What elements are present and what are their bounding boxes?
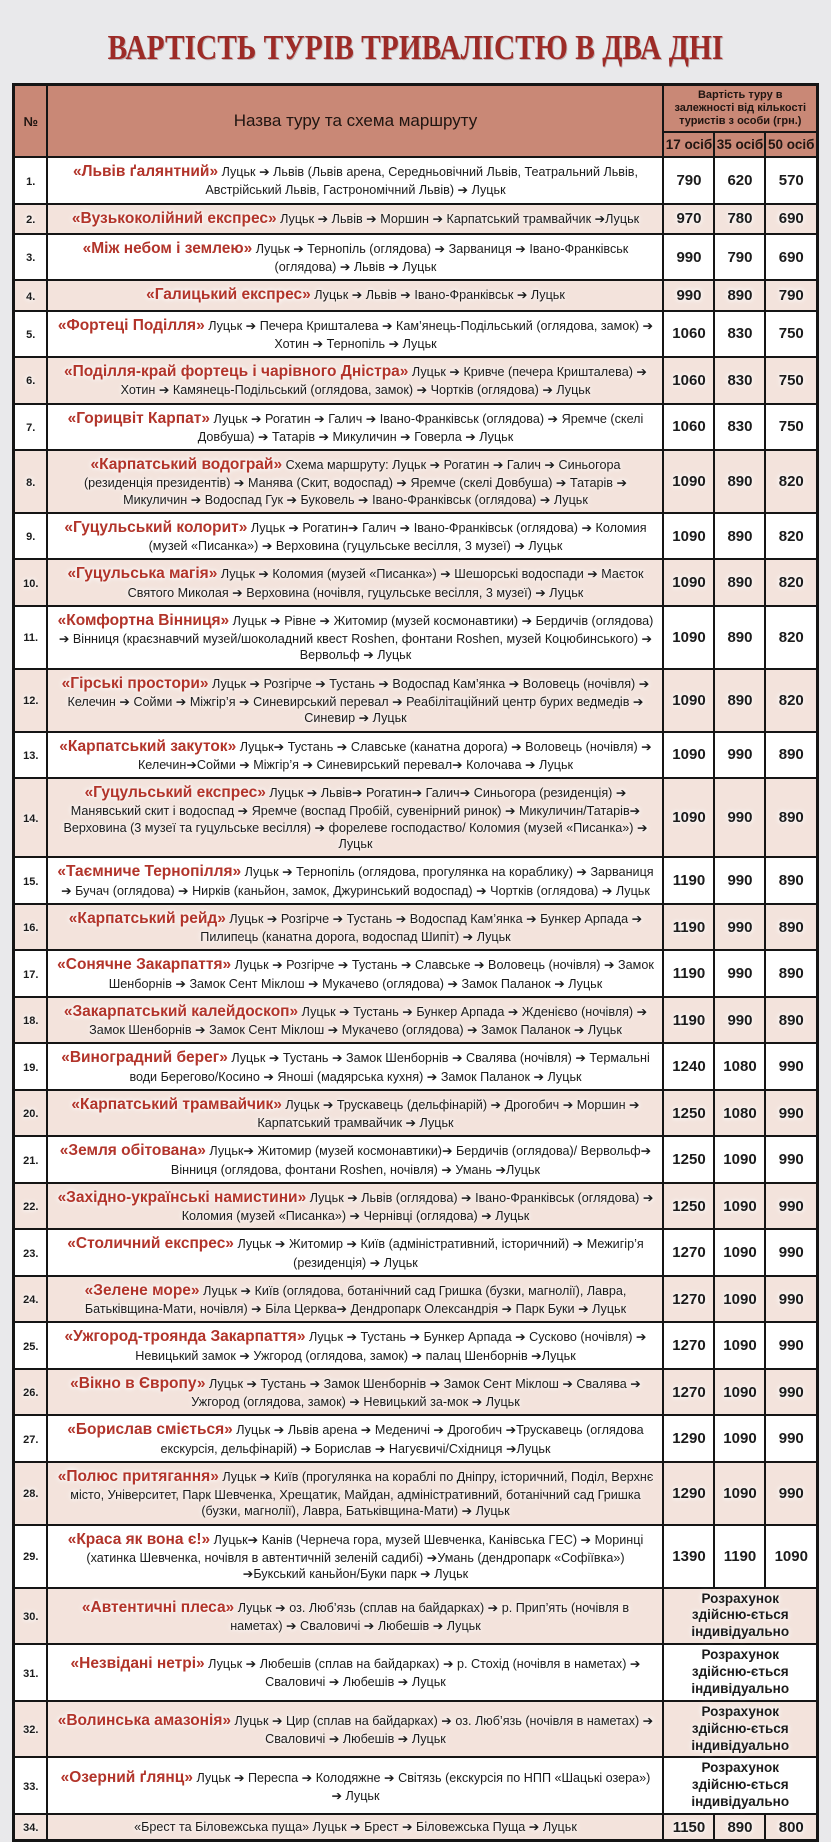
row-number: 1. xyxy=(13,157,47,204)
tour-cell xyxy=(47,1644,663,1701)
row-number: 31. xyxy=(13,1644,47,1701)
tour-cell xyxy=(47,1525,663,1588)
table-row xyxy=(13,204,817,234)
row-number: 25. xyxy=(13,1322,47,1369)
table-row xyxy=(13,1136,817,1183)
price-cell: 990 xyxy=(714,778,765,857)
price-cell: 820 xyxy=(765,606,817,669)
tour-cell xyxy=(47,1322,663,1369)
price-cell: 990 xyxy=(765,1462,817,1525)
price-cell: 1090 xyxy=(663,778,714,857)
price-cell: 1270 xyxy=(663,1229,714,1276)
tour-cell xyxy=(47,1757,663,1814)
price-cell: 750 xyxy=(765,357,817,404)
price-cell: 990 xyxy=(765,1090,817,1137)
tour-cell xyxy=(47,1701,663,1758)
price-cell: 990 xyxy=(714,732,765,779)
price-cell: 1080 xyxy=(714,1043,765,1090)
table-row xyxy=(13,1588,817,1645)
row-number: 9. xyxy=(13,513,47,560)
price-cell: 1090 xyxy=(714,1136,765,1183)
tour-cell xyxy=(47,1462,663,1525)
price-cell: 890 xyxy=(765,950,817,997)
price-cell: 890 xyxy=(765,778,817,857)
row-number: 33. xyxy=(13,1757,47,1814)
price-cell: 1190 xyxy=(663,950,714,997)
table-row xyxy=(13,1090,817,1137)
tour-cell xyxy=(47,1043,663,1090)
tour-name: «Автентичні плеса» xyxy=(81,1598,235,1616)
tour-route: Луцьк ➔ Тустань ➔ Замок Шенборнів ➔ Свалява (ночівля) ➔ Термальні води Берегово/Косино ➔ Яноші (мадярська кухня) ➔ Замок Паланок ➔ Луцьк xyxy=(129,1051,650,1084)
price-cell: 1250 xyxy=(663,1136,714,1183)
row-number: 28. xyxy=(13,1462,47,1525)
row-number: 16. xyxy=(13,904,47,951)
price-cell: 1270 xyxy=(663,1369,714,1416)
tour-route: Луцьк ➔ Львів (оглядова) ➔ Івано-Франківськ (оглядова) ➔ Коломия (музей «Писанка») ➔ Чернівці (оглядова) ➔ Луцьк xyxy=(181,1190,654,1224)
price-cell: 1090 xyxy=(714,1369,765,1416)
tour-name: «Борислав сміється» xyxy=(67,1421,233,1439)
price-cell: 890 xyxy=(714,606,765,669)
table-row xyxy=(13,280,817,310)
tour-cell xyxy=(47,157,663,204)
price-cell: 990 xyxy=(663,280,714,310)
price-cell: 890 xyxy=(714,1814,765,1841)
tour-cell xyxy=(47,1090,663,1137)
tour-route: Луцьк ➔ Рівне ➔ Житомир (музей космонавтики) ➔ Бердичів (оглядова) ➔ Вінниця (краєзнавчий музей/шоколадний квест Roshen, фонтани Roshen, музей Коцюбинського) ➔ Вервольф ➔ Луцьк xyxy=(58,613,654,663)
tour-cell xyxy=(47,404,663,451)
tour-cell xyxy=(47,1183,663,1230)
price-cell: 890 xyxy=(714,450,765,513)
tour-route: Луцьк ➔ Київ (оглядова, ботанічний сад Гришка (бузки, магнолії), Лавра, Батьківщина-Мати, ночівля) ➔ Біла Церква➔ Дендропарк Олександрія ➔ Парк Буки ➔ Луцьк xyxy=(84,1283,627,1317)
price-cell: 990 xyxy=(765,1136,817,1183)
price-cell: 990 xyxy=(765,1415,817,1462)
price-cell: 790 xyxy=(714,234,765,281)
table-row xyxy=(13,1369,817,1416)
price-cell: 1390 xyxy=(663,1525,714,1588)
price-cell: 1190 xyxy=(663,904,714,951)
row-number: 14. xyxy=(13,778,47,857)
table-row xyxy=(13,1525,817,1588)
price-cell: 890 xyxy=(765,732,817,779)
price-cell: 990 xyxy=(714,997,765,1044)
tour-route: Луцьк ➔ Тустань ➔ Бункер Арпада ➔ Жденієво (ночівля) ➔ Замок Шенборнів ➔ Замок Сент Міклош ➔ Мукачево (оглядова) ➔ Замок Паланок ➔ Луцьк xyxy=(89,1004,648,1038)
tour-name: «Вікно в Європу» xyxy=(70,1374,206,1392)
row-number: 12. xyxy=(13,669,47,732)
table-row xyxy=(13,404,817,451)
tour-name: «Фортеці Поділля» xyxy=(57,316,205,334)
tour-name: «Карпатський трамвайчик» xyxy=(71,1095,282,1113)
row-number: 18. xyxy=(13,997,47,1044)
price-cell: 990 xyxy=(714,904,765,951)
row-number: 27. xyxy=(13,1415,47,1462)
tour-route: Луцьк ➔ Переспа ➔ Колодяжне ➔ Світязь (екскурсія по НПП «Шацькі озера») ➔ Луцьк xyxy=(196,1770,651,1803)
tours-price-table xyxy=(12,83,819,1842)
row-number: 19. xyxy=(13,1043,47,1090)
price-cell: 830 xyxy=(714,404,765,451)
price-cell: 780 xyxy=(714,204,765,234)
price-cell: 790 xyxy=(765,280,817,310)
tour-name: «Гуцульська магія» xyxy=(67,565,218,583)
price-cell: 990 xyxy=(765,1043,817,1090)
table-row xyxy=(13,732,817,779)
tour-name: «Волинська амазонія» xyxy=(57,1711,231,1729)
row-number: 3. xyxy=(13,234,47,281)
tour-name: «Львів ґалянтний» xyxy=(72,163,219,181)
tour-cell xyxy=(47,1588,663,1645)
tour-route: Луцьк ➔ Кривче (печера Кришталева) ➔ Хотин ➔ Камянець-Подільський (оглядова, замок) ➔ Чортків (оглядова) ➔ Луцьк xyxy=(120,365,647,398)
table-row xyxy=(13,997,817,1044)
column-header-50-persons: 50 осіб xyxy=(765,132,817,157)
individual-pricing-note: Розрахунок здійсню-ється індивідуально xyxy=(663,1588,817,1645)
individual-pricing-note: Розрахунок здійсню-ється індивідуально xyxy=(663,1644,817,1701)
tour-name: «Столичний експрес» xyxy=(67,1235,234,1253)
row-number: 10. xyxy=(13,559,47,606)
price-cell: 890 xyxy=(714,669,765,732)
price-cell: 1090 xyxy=(663,606,714,669)
row-number: 6. xyxy=(13,357,47,404)
price-cell: 890 xyxy=(765,997,817,1044)
tour-name: «Поділля-край фортець і чарівного Дністра» xyxy=(63,363,409,381)
tour-route: Луцьк ➔ Любешів (сплав на байдарках) ➔ р. Стохід (ночівля в наметах) ➔ Сваловичі ➔ Любешів ➔ Луцьк xyxy=(208,1657,641,1690)
price-cell: 990 xyxy=(765,1229,817,1276)
tour-name: «Земля обітована» xyxy=(59,1142,206,1160)
price-cell: 890 xyxy=(765,857,817,904)
tour-route: Луцьк ➔ Львів ➔ Моршин ➔ Карпатський трамвайчик ➔Луцьк xyxy=(280,211,640,226)
table-row xyxy=(13,357,817,404)
tour-cell xyxy=(47,357,663,404)
tour-name: «Між небом і землею» xyxy=(82,239,253,257)
row-number: 21. xyxy=(13,1136,47,1183)
tour-route: Луцьк ➔ Коломия (музей «Писанка») ➔ Шешорські водоспади ➔ Маєток Святого Миколая ➔ Верховина (ночівля, гуцульське весілля, 3 музеї) ➔ Луцьк xyxy=(127,567,644,600)
price-cell: 1090 xyxy=(663,559,714,606)
price-cell: 820 xyxy=(765,450,817,513)
table-row xyxy=(13,311,817,358)
row-number: 8. xyxy=(13,450,47,513)
tour-cell xyxy=(47,311,663,358)
tour-name: «Зелене море» xyxy=(84,1281,200,1299)
tour-cell xyxy=(47,778,663,857)
tour-name: «Озерний ґлянц» xyxy=(60,1768,193,1786)
price-cell: 790 xyxy=(663,157,714,204)
page-title xyxy=(0,30,831,67)
price-cell: 1090 xyxy=(663,450,714,513)
price-cell: 1270 xyxy=(663,1322,714,1369)
column-header-17-persons: 17 осіб xyxy=(663,132,714,157)
price-cell: 1090 xyxy=(714,1183,765,1230)
table-row xyxy=(13,904,817,951)
row-number: 11. xyxy=(13,606,47,669)
price-cell: 1090 xyxy=(663,732,714,779)
tour-route: Луцьк ➔ оз. Люб’язь (сплав на байдарках) ➔ р. Прип’ять (ночівля в наметах) ➔ Сваловичі ➔ Любешів ➔ Луцьк xyxy=(230,1600,630,1633)
tour-name: «Гуцульський колорит» xyxy=(64,518,248,536)
tour-cell xyxy=(47,669,663,732)
price-cell: 570 xyxy=(765,157,817,204)
tour-cell xyxy=(47,904,663,951)
tour-cell xyxy=(47,950,663,997)
table-row xyxy=(13,234,817,281)
price-cell: 1270 xyxy=(663,1276,714,1323)
price-cell: 1090 xyxy=(714,1276,765,1323)
price-cell: 620 xyxy=(714,157,765,204)
price-cell: 990 xyxy=(663,234,714,281)
page-title-text: ВАРТІСТЬ ТУРІВ ТРИВАЛІСТЮ В ДВА ДНІ xyxy=(107,28,724,67)
price-cell: 990 xyxy=(714,950,765,997)
column-header-price-group: Вартість туру в залежності від кількості туристів з особи (грн.) xyxy=(663,84,817,132)
price-cell: 1060 xyxy=(663,404,714,451)
row-number: 17. xyxy=(13,950,47,997)
tour-name: «Карпатський водограй» xyxy=(90,456,283,474)
tour-cell xyxy=(47,1276,663,1323)
tour-route: Луцьк➔ Житомир (музей космонавтики)➔ Бердичів (оглядова)/ Вервольф➔ Вінниця (оглядова, фонтани Roshen, ночівля) ➔ Умань ➔Луцьк xyxy=(170,1144,652,1177)
row-number: 29. xyxy=(13,1525,47,1588)
tour-route: Схема маршруту: Луцьк ➔ Рогатин ➔ Галич ➔ Синьогора (резиденція президентів) ➔ Манява (Скит, водоспад) ➔ Яремче (скелі Довбуша) ➔ Татарів ➔ Микуличин ➔ Водоспад Гук ➔ Буковель ➔ Івано-Франківськ (оглядова) ➔ Луцьк xyxy=(83,458,628,507)
tour-route: Луцьк ➔ Тустань ➔ Замок Шенборнів ➔ Замок Сент Міклош ➔ Свалява ➔ Ужгород (оглядова, замок) ➔ Невицький за-мок ➔ Луцьк xyxy=(191,1376,641,1410)
row-number: 22. xyxy=(13,1183,47,1230)
tour-name: «Закарпатський калейдоскоп» xyxy=(63,1002,299,1020)
price-cell: 1240 xyxy=(663,1043,714,1090)
table-row xyxy=(13,1415,817,1462)
row-number: 4. xyxy=(13,280,47,310)
price-cell: 1290 xyxy=(663,1415,714,1462)
row-number: 7. xyxy=(13,404,47,451)
tour-name: «Таємниче Тернопілля» xyxy=(57,863,242,881)
tour-route: Луцьк ➔ Тустань ➔ Бункер Арпада ➔ Сусково (ночівля) ➔ Невицький замок ➔ Ужгород (оглядова, замок) ➔ палац Шенборнів ➔Луцьк xyxy=(135,1330,647,1363)
price-cell: 750 xyxy=(765,404,817,451)
column-header-tour-name: Назва туру та схема маршруту xyxy=(47,84,663,157)
price-cell: 890 xyxy=(765,904,817,951)
tour-name: «Незвідані нетрі» xyxy=(70,1655,205,1673)
price-cell: 690 xyxy=(765,234,817,281)
table-header xyxy=(13,84,817,157)
price-cell: 830 xyxy=(714,311,765,358)
tour-route: Луцьк ➔ Київ (прогулянка на кораблі по Дніпру, історичний, Поділ, Верхнє місто, Університет, Парк Шевченка, Хрещатик, Майдан, адміністративний, ботанічний сад Гришка (бузки, магнолії), Лавра, Батьківщина-Мати) ➔ Луцьк xyxy=(70,1469,654,1519)
column-header-35-persons: 35 осіб xyxy=(714,132,765,157)
tour-name: «Виноградний берег» xyxy=(61,1049,228,1067)
row-number: 30. xyxy=(13,1588,47,1645)
tour-name: «Гуцульський експрес» xyxy=(84,784,266,802)
price-cell: 1090 xyxy=(714,1415,765,1462)
tour-name: «Брест та Біловежська пуща» xyxy=(134,1820,310,1835)
tour-name: «Горицвіт Карпат» xyxy=(67,409,210,427)
tour-route: Луцьк ➔ Житомир ➔ Київ (адміністративний, історичний) ➔ Межигір’я (резиденція) ➔ Луцьк xyxy=(237,1237,644,1270)
price-cell: 1250 xyxy=(663,1090,714,1137)
tour-route: Луцьк ➔ Тернопіль (оглядова) ➔ Зарваниця ➔ Івано-Франківськ (оглядова) ➔ Львів ➔ Луцьк xyxy=(255,241,629,275)
price-cell: 1090 xyxy=(714,1229,765,1276)
tour-name: «Карпатський рейд» xyxy=(68,909,226,927)
price-cell: 1190 xyxy=(663,997,714,1044)
row-number: 32. xyxy=(13,1701,47,1758)
tour-route: Луцьк➔ Канів (Чернеча гора, музей Шевченка, Канівська ГЕС) ➔ Моринці (хатинка Шевченка, ночівля в автентичній зеленій садибі) ➔Умань (дендропарк «Софіївка») ➔Букський каньйон/Буки парк ➔ Луцьк xyxy=(86,1532,644,1582)
price-cell: 820 xyxy=(765,669,817,732)
price-cell: 890 xyxy=(714,559,765,606)
tour-cell xyxy=(47,997,663,1044)
table-row xyxy=(13,157,817,204)
tour-name: «Краса як вона є!» xyxy=(67,1530,211,1548)
tour-cell xyxy=(47,1136,663,1183)
price-cell: 1090 xyxy=(663,513,714,560)
row-number: 15. xyxy=(13,857,47,904)
price-cell: 1090 xyxy=(663,669,714,732)
tour-cell xyxy=(47,280,663,310)
price-cell: 1090 xyxy=(714,1462,765,1525)
tour-cell xyxy=(47,450,663,513)
tour-cell xyxy=(47,606,663,669)
tour-name: «Західно-українські намистини» xyxy=(57,1188,307,1206)
tour-route: Луцьк ➔ Львів арена ➔ Меденичі ➔ Дрогобич ➔Трускавець (оглядова екскурсія, дельфінарій) ➔ Борислав ➔ Нагуєвичі/Східниця ➔Луцьк xyxy=(160,1423,644,1456)
price-cell: 1190 xyxy=(714,1525,765,1588)
tour-cell xyxy=(47,1415,663,1462)
row-number: 26. xyxy=(13,1369,47,1416)
price-cell: 1290 xyxy=(663,1462,714,1525)
table-row xyxy=(13,1701,817,1758)
price-cell: 820 xyxy=(765,559,817,606)
price-cell: 820 xyxy=(765,513,817,560)
table-row xyxy=(13,1757,817,1814)
tour-name: «Галицький експрес» xyxy=(146,286,311,304)
price-cell: 830 xyxy=(714,357,765,404)
tour-route: Луцьк ➔ Розгірче ➔ Тустань ➔ Славське ➔ Воловець (ночівля) ➔ Замок Шенборнів ➔ Замок Сент Міклош ➔ Мукачево (оглядова) ➔ Замок Паланок ➔ Луцьк xyxy=(108,958,654,991)
price-cell: 990 xyxy=(765,1183,817,1230)
row-number: 13. xyxy=(13,732,47,779)
table-row xyxy=(13,450,817,513)
tour-name: «Гірські простори» xyxy=(61,674,209,692)
price-cell: 1090 xyxy=(714,1322,765,1369)
tour-route: Луцьк ➔ Трускавець (дельфінарій) ➔ Дрогобич ➔ Моршин ➔ Карпатський трамвайчик ➔ Луцьк xyxy=(257,1097,640,1131)
price-cell: 890 xyxy=(714,280,765,310)
individual-pricing-note: Розрахунок здійсню-ється індивідуально xyxy=(663,1757,817,1814)
price-cell: 890 xyxy=(714,513,765,560)
tour-route: Луцьк ➔ Цир (сплав на байдарках) ➔ оз. Люб’язь (ночівля в наметах) ➔ Сваловичі ➔ Любешів ➔ Луцьк xyxy=(234,1713,654,1747)
table-row xyxy=(13,950,817,997)
price-cell: 990 xyxy=(714,857,765,904)
table-row xyxy=(13,1043,817,1090)
price-cell: 750 xyxy=(765,311,817,358)
tour-cell xyxy=(47,204,663,234)
tour-route: Луцьк ➔ Брест ➔ Біловежська Пуща ➔ Луцьк xyxy=(312,1820,577,1835)
table-row xyxy=(13,1276,817,1323)
table-row xyxy=(13,1229,817,1276)
price-cell: 1060 xyxy=(663,311,714,358)
tour-name: «Комфортна Вінниця» xyxy=(57,611,230,629)
tour-cell xyxy=(47,1369,663,1416)
price-cell: 970 xyxy=(663,204,714,234)
tour-route: Луцьк ➔ Львів ➔ Івано-Франківськ ➔ Луцьк xyxy=(314,288,565,303)
tour-cell xyxy=(47,1814,663,1841)
price-cell: 990 xyxy=(765,1322,817,1369)
tour-route: Луцьк ➔ Тернопіль (оглядова, прогулянка на кораблику) ➔ Зарваниця ➔ Бучач (оглядова) ➔ Нирків (каньйон, замок, Джуринський водоспад) ➔ Чортків (оглядова) ➔ Луцьк xyxy=(61,865,654,898)
table-row xyxy=(13,669,817,732)
tour-name: «Вузькоколійний експрес» xyxy=(71,209,277,227)
tour-name: «Полюс притягання» xyxy=(57,1467,219,1485)
price-cell: 690 xyxy=(765,204,817,234)
price-cell: 1250 xyxy=(663,1183,714,1230)
price-cell: 1190 xyxy=(663,857,714,904)
tour-route: Луцьк ➔ Львів (Львів арена, Середньовічний Львів, Театральний Львів, Австрійський Львів, Гастрономічний Львів) ➔ Луцьк xyxy=(205,165,638,198)
tour-route: Луцьк➔ Тустань ➔ Славське (канатна дорога) ➔ Воловець (ночівля) ➔ Келечин➔Сойми ➔ Міжгір’я ➔ Синевирський перевал➔ Колочава ➔ Луцьк xyxy=(137,739,652,772)
table-row xyxy=(13,1462,817,1525)
tour-cell xyxy=(47,1229,663,1276)
tour-cell xyxy=(47,732,663,779)
individual-pricing-note: Розрахунок здійсню-ється індивідуально xyxy=(663,1701,817,1758)
tour-cell xyxy=(47,513,663,560)
tour-cell xyxy=(47,857,663,904)
row-number: 34. xyxy=(13,1814,47,1841)
row-number: 20. xyxy=(13,1090,47,1137)
tour-table-body xyxy=(13,157,817,1841)
row-number: 23. xyxy=(13,1229,47,1276)
tour-route: Луцьк ➔ Розгірче ➔ Тустань ➔ Водоспад Кам’янка ➔ Бункер Арпада ➔ Пилипець (канатна дорога, водоспад Шипіт) ➔ Луцьк xyxy=(200,911,643,945)
table-row xyxy=(13,1644,817,1701)
table-row xyxy=(13,606,817,669)
price-cell: 990 xyxy=(765,1369,817,1416)
tour-name: «Карпатський закуток» xyxy=(59,737,237,755)
table-row xyxy=(13,513,817,560)
price-cell: 1150 xyxy=(663,1814,714,1841)
tour-route: Луцьк ➔ Печера Кришталева ➔ Кам’янець-Подільський (оглядова, замок) ➔ Хотин ➔ Тернопіль ➔ Луцьк xyxy=(208,318,654,351)
tour-route: Луцьк ➔ Рогатин ➔ Галич ➔ Івано-Франківськ (оглядова) ➔ Яремче (скелі Довбуша) ➔ Татарів ➔ Микуличин ➔ Говерла ➔ Луцьк xyxy=(197,411,644,444)
table-row xyxy=(13,1183,817,1230)
tour-route: Луцьк ➔ Розгірче ➔ Тустань ➔ Водоспад Кам’янка ➔ Воловець (ночівля) ➔ Келечин ➔ Сойми ➔ Міжгір’я ➔ Синевирський перевал ➔ Реабілітаційний центр бурих ведмедів ➔ Синевир ➔ Луцьк xyxy=(67,676,650,726)
row-number: 24. xyxy=(13,1276,47,1323)
tour-route: Луцьк ➔ Рогатин➔ Галич ➔ Івано-Франківськ (оглядова) ➔ Коломия (музей «Писанка») ➔ Верховина (гуцульське весілля, 3 музеї) ➔ Луцьк xyxy=(148,520,647,554)
tour-name: «Ужгород-троянда Закарпаття» xyxy=(64,1328,306,1346)
price-cell: 1090 xyxy=(765,1525,817,1588)
table-row xyxy=(13,559,817,606)
table-row xyxy=(13,778,817,857)
row-number: 5. xyxy=(13,311,47,358)
tour-cell xyxy=(47,559,663,606)
table-row xyxy=(13,857,817,904)
tour-name: «Сонячне Закарпаття» xyxy=(57,956,232,974)
row-number: 2. xyxy=(13,204,47,234)
table-row xyxy=(13,1322,817,1369)
price-cell: 800 xyxy=(765,1814,817,1841)
price-cell: 1060 xyxy=(663,357,714,404)
price-cell: 1080 xyxy=(714,1090,765,1137)
tour-cell xyxy=(47,234,663,281)
price-cell: 990 xyxy=(765,1276,817,1323)
table-row xyxy=(13,1814,817,1841)
tour-route: Луцьк ➔ Львів➔ Рогатин➔ Галич➔ Синьогора (резиденція) ➔ Манявський скит і водоспад ➔ Яремче (воспад Пробій, сувенірний ринок) ➔ Микуличин/Татарів➔ Верховина (3 музеї та гуцульське весілля) ➔ форелеве господаство/ Коломия (музей «Писанка») ➔ Луцьк xyxy=(63,786,648,852)
column-header-number: № xyxy=(13,84,47,157)
